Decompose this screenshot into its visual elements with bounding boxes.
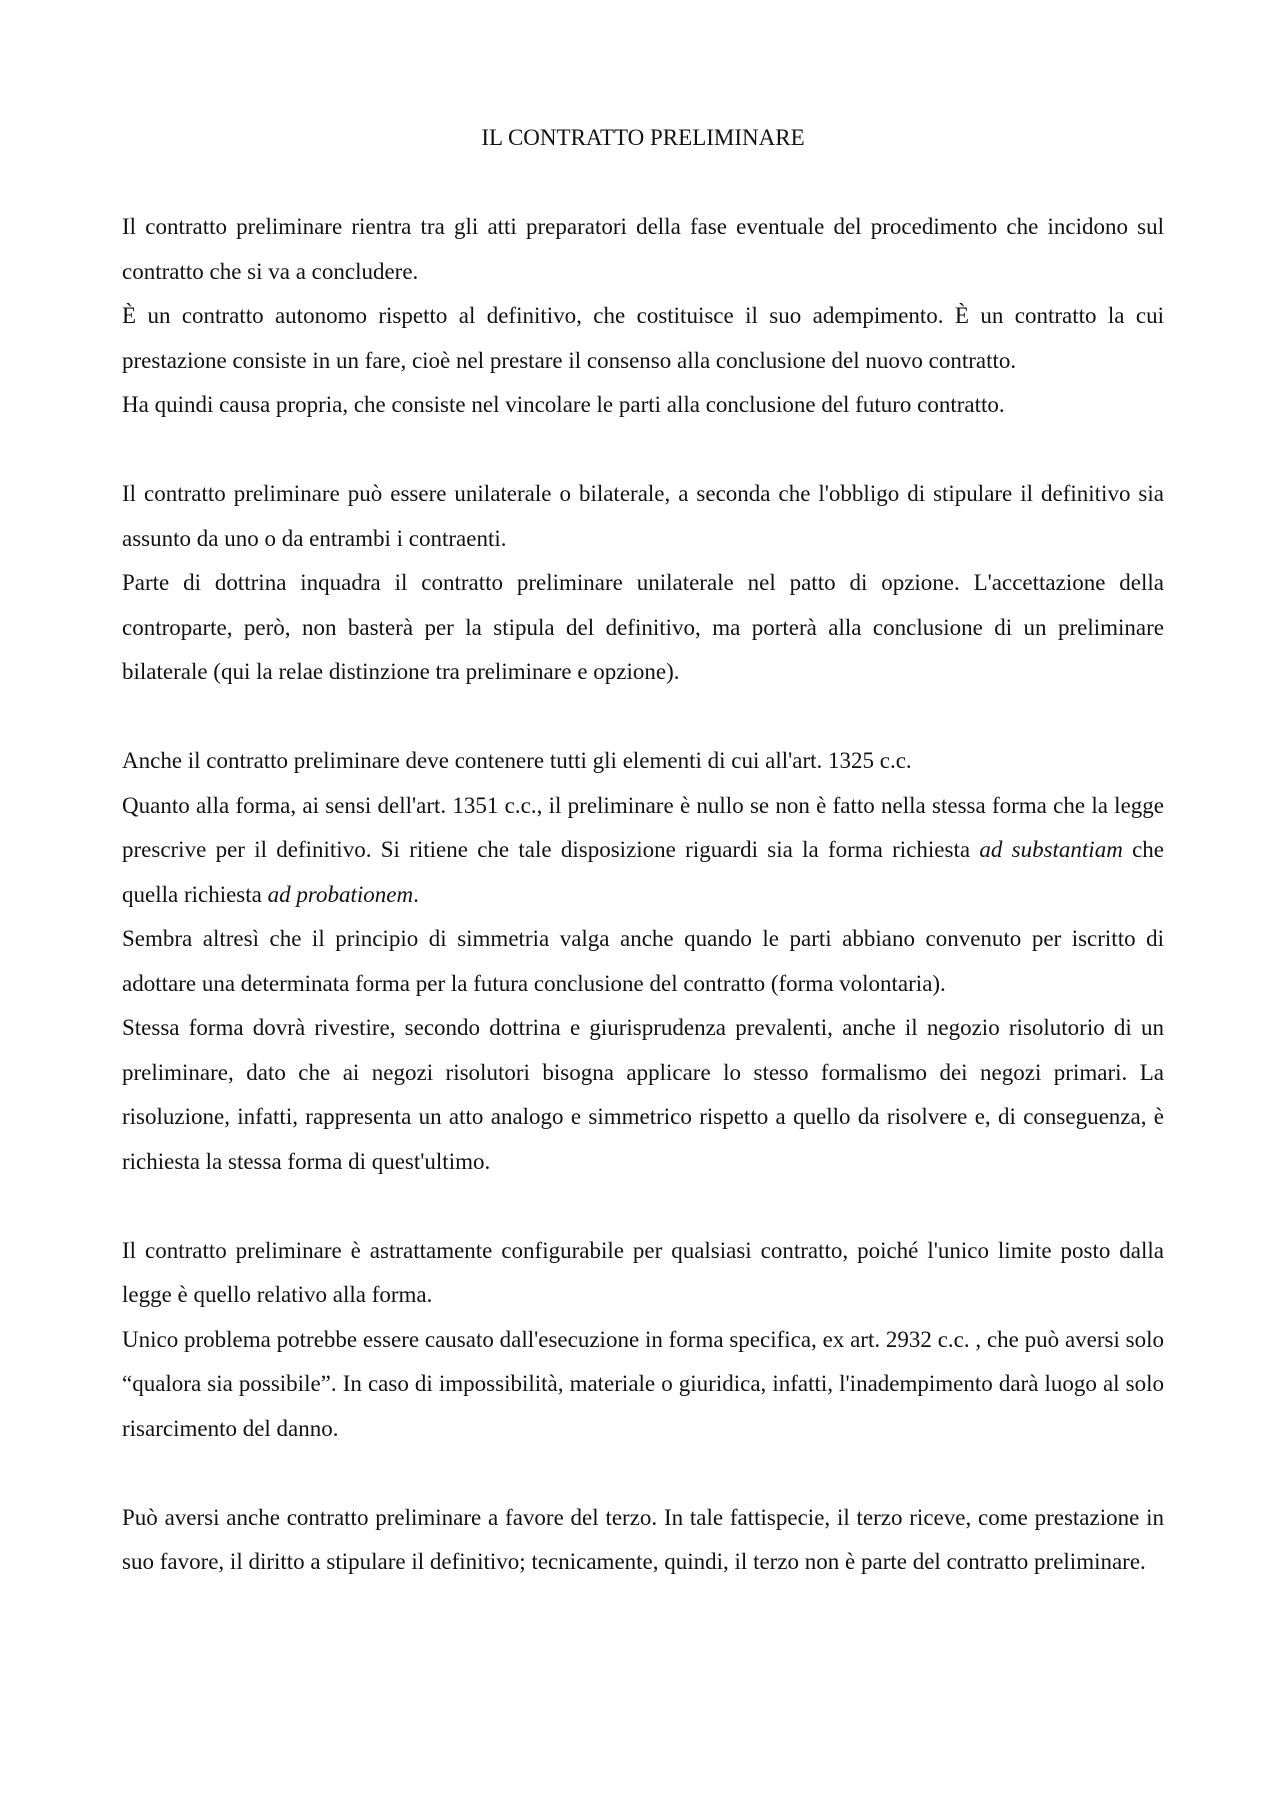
section-5 [122, 1496, 1164, 1585]
document-body [122, 116, 1164, 1585]
paragraph-text: Quanto alla forma, ai sensi dell'art. 1351 c.c., il preliminare è nullo se non è fatto nella stessa forma che la legge prescrive per il definitivo. Si ritiene che tale disposizione riguardi sia la forma richiesta [122, 792, 1164, 862]
paragraph: Anche il contratto preliminare deve contenere tutti gli elementi di cui all'art. 1325 c.c. [122, 748, 912, 773]
section-3 [122, 739, 1164, 1184]
paragraph-text: che quella richiesta [122, 837, 1165, 907]
blank-line [122, 428, 1164, 473]
paragraph: Parte di dottrina inquadra il contratto preliminare unilaterale nel patto di opzione. L'accettazione della controparte, però, non basterà per la stipula del definitivo, ma porterà alla conclusione di un preliminare bilaterale (qui la relae distinzione tra preliminare e opzione). [122, 570, 1164, 684]
paragraph: Unico problema potrebbe essere causato dall'esecuzione in forma specifica, ex art. 2932 c.c. , che può aversi solo “qualora sia possibile”. In caso di impossibilità, materiale o giuridica, infatti, l'inadempimento darà luogo al solo risarcimento del danno. [122, 1326, 1164, 1441]
paragraph: Stessa forma dovrà rivestire, secondo dottrina e giurisprudenza prevalenti, anche il negozio risolutorio di un preliminare, dato che ai negozi risolutori bisogna applicare lo stesso formalismo dei negozi primari. La risoluzione, infatti, rappresenta un atto analogo e simmetrico rispetto a quello da risolvere e, di conseguenza, è richiesta la stessa forma di quest'ultimo. [122, 1015, 1164, 1174]
section-2 [122, 472, 1164, 695]
paragraph: Il contratto preliminare è astrattamente configurabile per qualsiasi contratto, poiché l'unico limite posto dalla legge è quello relativo alla forma. [122, 1237, 1164, 1307]
blank-line [122, 1451, 1164, 1496]
blank-line [122, 1184, 1164, 1229]
paragraph: Può aversi anche contratto preliminare a favore del terzo. In tale fattispecie, il terzo riceve, come prestazione in suo favore, il diritto a stipulare il definitivo; tecnicamente, quindi, il terzo non è parte del contratto preliminare. [122, 1504, 1164, 1574]
paragraph: Il contratto preliminare rientra tra gli atti preparatori della fase eventuale del procedimento che incidono sul contratto che si va a concludere. [122, 214, 1164, 284]
paragraph: Il contratto preliminare può essere unilaterale o bilaterale, a seconda che l'obbligo di stipulare il definitivo sia assunto da uno o da entrambi i contraenti. [122, 481, 1164, 551]
paragraph: Ha quindi causa propria, che consiste nel vincolare le parti alla conclusione del futuro contratto. [122, 392, 1005, 417]
paragraph-text: . [413, 881, 419, 907]
paragraph-with-italics [122, 784, 1164, 918]
section-4 [122, 1229, 1164, 1452]
latin-term: ad probationem [267, 881, 414, 907]
document-title: IL CONTRATTO PRELIMINARE [481, 125, 805, 150]
latin-term: ad substantiam [979, 837, 1123, 862]
paragraph: Sembra altresì che il principio di simmetria valga anche quando le parti abbiano convenuto per iscritto di adottare una determinata forma per la futura conclusione del contratto (forma volontaria). [122, 926, 1164, 996]
paragraph: È un contratto autonomo rispetto al definitivo, che costituisce il suo adempimento. È un contratto la cui prestazione consiste in un fare, cioè nel prestare il consenso alla conclusione del nuovo contratto. [122, 303, 1164, 373]
blank-line [122, 695, 1164, 740]
section-1 [122, 205, 1164, 428]
